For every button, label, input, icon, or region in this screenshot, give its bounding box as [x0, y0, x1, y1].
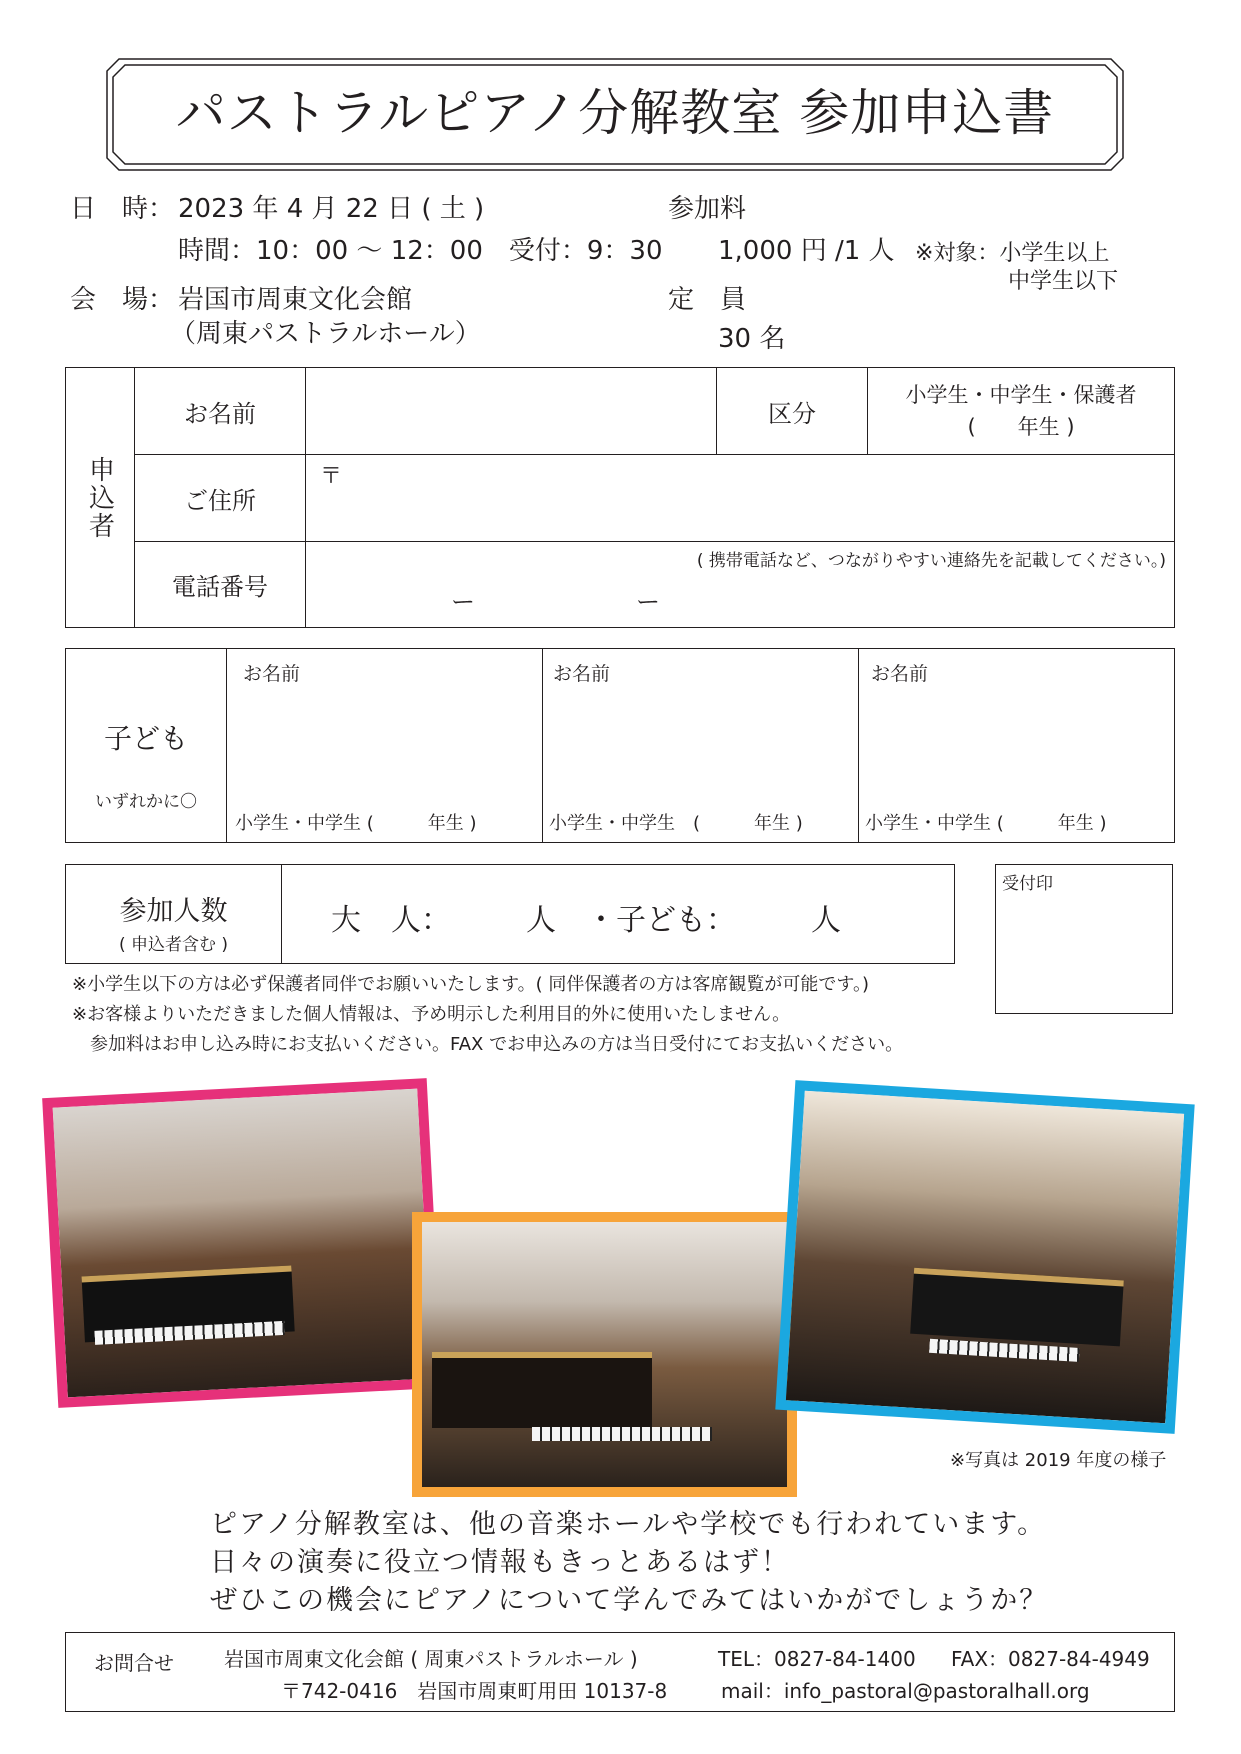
children-sub-label: いずれかに〇	[95, 792, 197, 812]
photo-caption: ※写真は 2019 年度の様子	[950, 1450, 1167, 1471]
reception-label: 受付印	[1002, 874, 1053, 894]
child-1-grade-line: 小学生・中学生 ( 年生 )	[235, 813, 477, 834]
category-grade-hint: ( 年生 )	[967, 415, 1075, 439]
category-label-cell	[717, 368, 868, 455]
date-value: 2023 年 4 月 22 日 ( 土 )	[178, 194, 485, 224]
child-3-cell[interactable]	[859, 649, 1175, 843]
child-3-grade-line: 小学生・中学生 ( 年生 )	[865, 813, 1107, 834]
count-sub-label: ( 申込者含む )	[118, 935, 229, 955]
venue-value: 岩国市周東文化会館	[178, 285, 413, 315]
time-value: 時間：10：00 ～ 12：00 受付：9：30	[178, 236, 663, 266]
fee-value: 1,000 円 /1 人	[718, 236, 895, 266]
contact-org: 岩国市周東文化会館 ( 周東パストラルホール )	[224, 1647, 638, 1671]
count-label-cell	[66, 865, 282, 963]
contact-tel[interactable]: TEL：0827-84-1400	[718, 1647, 916, 1671]
count-label: 参加人数	[119, 896, 228, 927]
message-line-1: ピアノ分解教室は、他の音楽ホールや学校でも行われています。	[210, 1509, 1047, 1540]
count-box	[65, 864, 955, 964]
children-label-cell	[66, 649, 227, 843]
applicant-section-cell	[66, 368, 135, 628]
applicant-section-label: 申込者	[84, 455, 115, 540]
phone-label: 電話番号	[172, 573, 268, 601]
phone-label-cell	[135, 542, 306, 628]
applicant-table	[65, 367, 1175, 628]
target-label: ※対象：小学生以上	[915, 241, 1110, 266]
contact-box	[65, 1632, 1175, 1712]
contact-mail[interactable]: mail：info_pastoral@pastoralhall.org	[721, 1679, 1090, 1703]
page-title: パストラルピアノ分解教室 参加申込書	[175, 84, 1055, 142]
contact-fax[interactable]: FAX：0827-84-4949	[951, 1647, 1150, 1671]
photo-right	[775, 1080, 1194, 1434]
message-line-2: 日々の演奏に役立つ情報もきっとあるはず！	[210, 1547, 790, 1578]
message-line-3: ぜひこの機会にピアノについて学んでみてはいかがでしょうか？	[210, 1585, 1049, 1616]
address-label-cell	[135, 455, 306, 542]
target-sub: 中学生以下	[1008, 269, 1119, 294]
photo-center	[412, 1212, 797, 1497]
category-label: 区分	[768, 399, 816, 428]
child-1-cell[interactable]	[227, 649, 543, 843]
phone-dash-2: ー	[636, 588, 660, 616]
capacity-value: 30 名	[718, 324, 786, 354]
child-2-name-label: お名前	[553, 663, 611, 685]
address-input[interactable]	[306, 455, 1175, 542]
contact-label: お問合せ	[94, 1651, 174, 1675]
children-label: 子ども	[103, 722, 188, 755]
reception-box	[995, 864, 1173, 1014]
phone-dash-1: ー	[451, 588, 475, 616]
name-input[interactable]	[306, 368, 717, 455]
contact-address: 〒742-0416 岩国市周東町用田 10137-8	[281, 1679, 668, 1703]
date-label: 日 時：	[70, 194, 175, 224]
category-options: 小学生・中学生・保護者	[905, 383, 1137, 407]
child-3-name-label: お名前	[871, 663, 929, 685]
fee-label: 参加料	[668, 194, 747, 224]
name-label-cell	[135, 368, 306, 455]
note-1: ※小学生以下の方は必ず保護者同伴でお願いいたします。( 同伴保護者の方は客席観覧が可能です。)	[72, 974, 869, 995]
note-3: 参加料はお申し込み時にお支払いください。FAX でお申込みの方は当日受付にてお支払いください。	[72, 1034, 904, 1055]
address-label: ご住所	[184, 486, 256, 515]
venue-label: 会 場：	[70, 285, 175, 315]
note-2: ※お客様よりいただきました個人情報は、予め明示した利用目的外に使用いたしません。	[72, 1004, 791, 1025]
capacity-label: 定 員	[668, 285, 747, 315]
venue-sub: （周東パストラルホール）	[170, 319, 481, 349]
name-label: お名前	[184, 399, 256, 428]
photo-left	[42, 1078, 443, 1408]
children-table	[65, 648, 1175, 843]
child-2-grade-line: 小学生・中学生 ( 年生 )	[549, 813, 803, 834]
phone-input[interactable]	[306, 542, 1175, 628]
child-2-cell[interactable]	[543, 649, 859, 843]
phone-note: ( 携帯電話など、つながりやすい連絡先を記載してください。)	[696, 551, 1166, 571]
category-input[interactable]	[868, 368, 1175, 455]
count-line[interactable]: 大 人： 人 ・子ども： 人	[331, 903, 841, 938]
postal-mark: 〒	[320, 464, 343, 489]
child-1-name-label: お名前	[243, 663, 301, 685]
